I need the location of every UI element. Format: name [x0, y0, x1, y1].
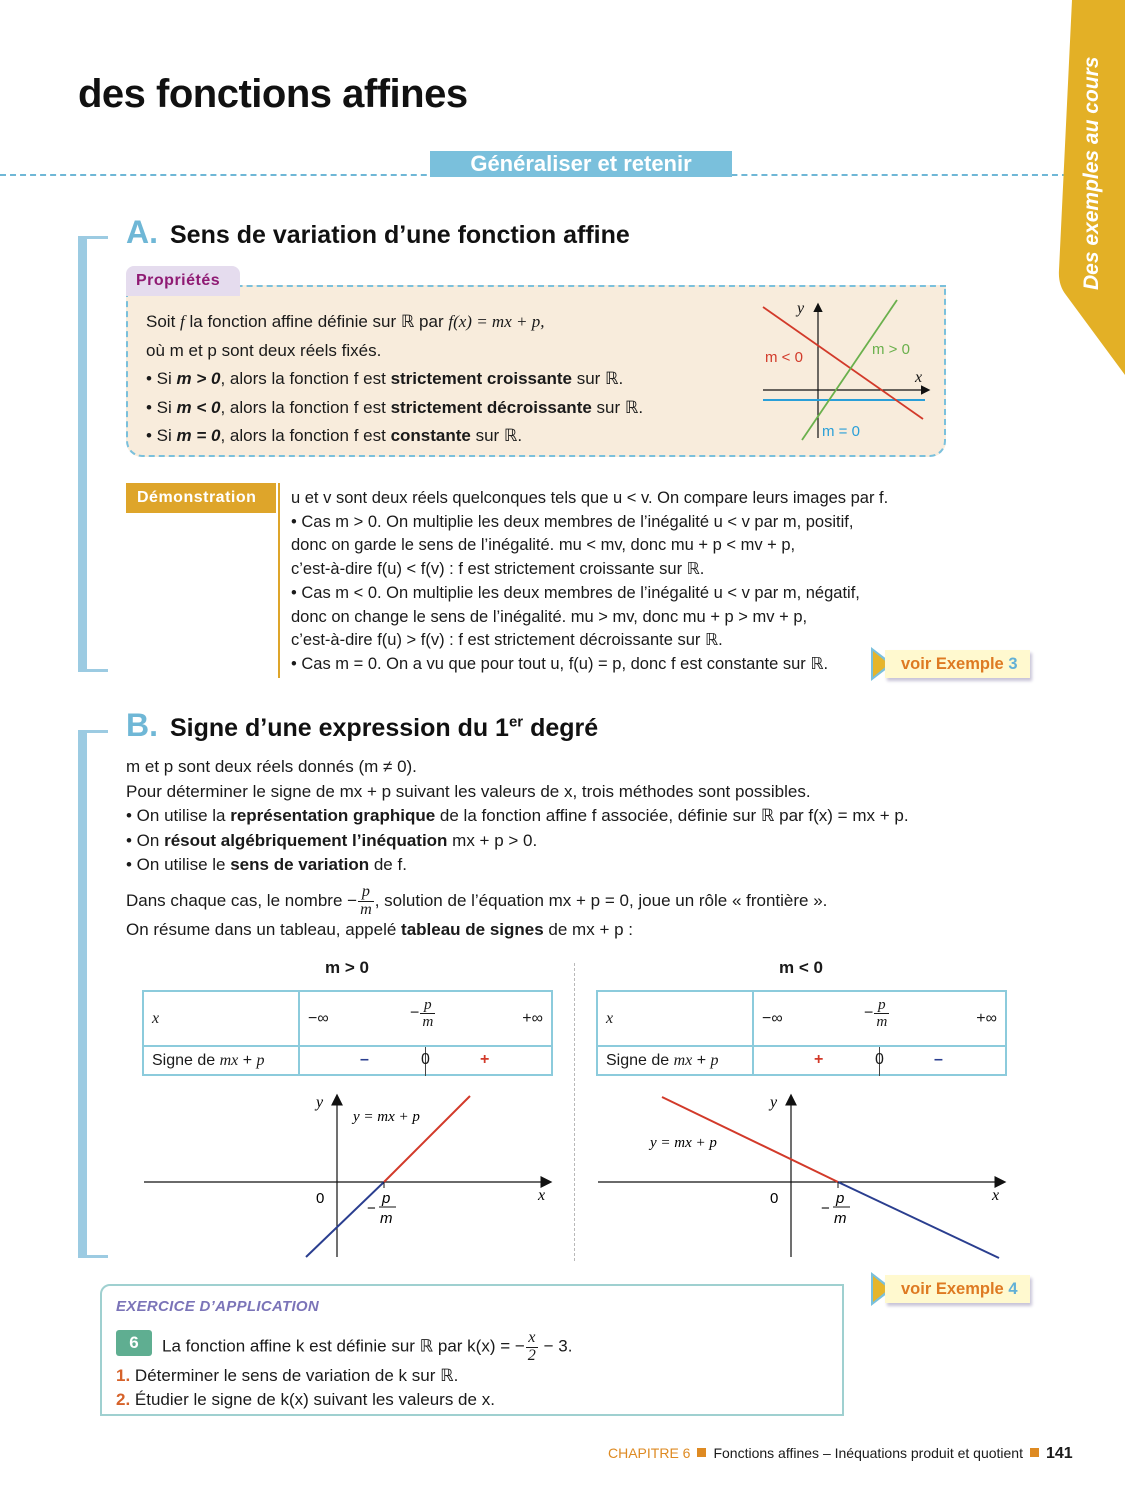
- b-line-frontier: Dans chaque cas, le nombre − $\frac{p}{m}$ , solution de l’équation mx + p = 0, joue un rôle « frontière ».: [126, 882, 828, 919]
- label-m-negative: m < 0: [765, 349, 803, 366]
- section-a-heading: [126, 214, 630, 251]
- footer-chapter-title: Fonctions affines – Inéquations produit et quotient: [713, 1445, 1023, 1461]
- svg-text:x: x: [992, 1187, 1000, 1204]
- exercise-statement: La fonction affine k est définie sur ℝ par k(x) = − $\frac{x}{2}$ − 3.: [162, 1329, 573, 1365]
- line-m-positive: [802, 300, 897, 440]
- properties-text: [146, 308, 643, 451]
- see-example-4-link[interactable]: voir Exemple 4: [871, 1272, 1031, 1306]
- properties-line-2: où m et p sont deux réels fixés.: [146, 340, 382, 360]
- row-sign-label: Signe de mx + p: [143, 1046, 299, 1075]
- exercise-text: [116, 1330, 572, 1412]
- properties-bullet-2: • Si m < 0, alors la fonction f est strictement décroissante sur ℝ.: [146, 397, 644, 417]
- side-tab-label[interactable]: Des exemples au cours: [1080, 56, 1103, 290]
- svg-text:y = mx + p: y = mx + p: [353, 1109, 420, 1125]
- b-line-summary: On résume dans un tableau, appelé tableau de signes de mx + p :: [126, 920, 633, 940]
- graph-decreasing: [594, 1090, 1014, 1260]
- graph-increasing: [140, 1090, 560, 1260]
- properties-bullet-3: • Si m = 0, alors la fonction f est constante sur ℝ.: [146, 426, 523, 445]
- b-line-1: m et p sont deux réels donnés (m ≠ 0).: [126, 757, 417, 776]
- sign-table-positive: x −∞ − $\frac{p}{m}$ +∞ Signe de mx + p – 0 +: [142, 990, 553, 1076]
- properties-tag: Propriétés: [126, 266, 240, 296]
- label-m-zero: m = 0: [822, 423, 860, 440]
- b-bullet-1: • On utilise la représentation graphique de la fonction affine f associée, définie sur ℝ par f(x) = mx + p.: [126, 806, 909, 825]
- page-footer: [608, 1445, 1073, 1463]
- demonstration-text: [291, 487, 888, 677]
- section-b-bracket: [78, 730, 108, 1258]
- exercise-question-2: 2. Étudier le signe de k(x) suivant les valeurs de x.: [116, 1390, 495, 1410]
- demo-line: donc on garde le sens de l’inégalité. mu < mv, donc mu + p < mv + p,: [291, 536, 796, 555]
- page-number: 141: [1045, 1445, 1073, 1462]
- variation-figure: [760, 295, 940, 445]
- row-sign-label: Signe de mx + p: [597, 1046, 753, 1075]
- see-example-3-link[interactable]: voir Exemple 3: [871, 647, 1031, 681]
- svg-text:0: 0: [770, 1190, 779, 1207]
- page-title: des fonctions affines: [78, 72, 468, 116]
- section-a-title: Sens de variation d’une fonction affine: [170, 221, 630, 249]
- svg-text:−: −: [367, 1200, 376, 1217]
- svg-text:−: −: [821, 1200, 830, 1217]
- svg-text:p: p: [836, 1190, 845, 1207]
- table-2-title: m < 0: [779, 958, 823, 977]
- demo-line: • Cas m > 0. On multiplie les deux membres de l’inégalité u < v par m, positif,: [291, 512, 854, 531]
- svg-text:y = mx + p: y = mx + p: [650, 1135, 717, 1151]
- table-1-title: m > 0: [325, 958, 369, 977]
- b-bullet-3: • On utilise le sens de variation de f.: [126, 855, 407, 874]
- footer-chapter: CHAPITRE 6: [608, 1445, 691, 1461]
- svg-text:m: m: [834, 1210, 847, 1227]
- section-a-bracket: [78, 236, 108, 672]
- exercise-title: EXERCICE D’APPLICATION: [116, 1298, 320, 1315]
- b-line-2: Pour déterminer le signe de mx + p suivant les valeurs de x, trois méthodes sont possibles.: [126, 781, 811, 801]
- svg-text:x: x: [538, 1187, 546, 1204]
- section-b-text: [126, 755, 909, 943]
- demo-line: c’est-à-dire f(u) < f(v) : f est strictement croissante sur ℝ.: [291, 560, 705, 579]
- demo-line: • Cas m = 0. On a vu que pour tout u, f(u) = p, donc f est constante sur ℝ.: [291, 654, 829, 673]
- svg-text:y: y: [770, 1094, 778, 1111]
- demo-line: donc on change le sens de l’inégalité. mu > mv, donc mu + p > mv + p,: [291, 607, 808, 626]
- section-a-letter: A.: [126, 214, 158, 250]
- demonstration-tag: Démonstration: [126, 483, 276, 513]
- footer-square-icon: [697, 1448, 706, 1457]
- demo-line: c’est-à-dire f(u) > f(v) : f est strictement décroissante sur ℝ.: [291, 631, 723, 650]
- section-b-heading: B. Signe d’une expression du 1er degré: [126, 707, 599, 743]
- section-b-letter: B.: [126, 707, 158, 743]
- exercise-question-1: 1. Déterminer le sens de variation de k sur ℝ.: [116, 1366, 459, 1386]
- svg-text:y: y: [316, 1094, 324, 1111]
- demo-line: u et v sont deux réels quelconques tels que u < v. On compare leurs images par f.: [291, 489, 889, 507]
- svg-text:p: p: [382, 1190, 391, 1207]
- svg-text:0: 0: [316, 1190, 325, 1207]
- b-bullet-2: • On résout algébriquement l’inéquation mx + p > 0.: [126, 830, 538, 850]
- row-x-label: x: [143, 991, 299, 1046]
- section-banner: Généraliser et retenir: [430, 151, 732, 177]
- demonstration-rule: [278, 483, 280, 678]
- properties-line-1: Soit f la fonction affine définie sur ℝ par f(x) = mx + p,: [146, 312, 545, 331]
- footer-square-icon: [1030, 1448, 1039, 1457]
- sign-table-negative: x −∞ − $\frac{p}{m}$ +∞ Signe de mx + p + 0 –: [596, 990, 1007, 1076]
- properties-bullet-1: • Si m > 0, alors la fonction f est strictement croissante sur ℝ.: [146, 369, 624, 388]
- exercise-number-badge[interactable]: 6: [116, 1330, 152, 1356]
- svg-text:m: m: [380, 1210, 393, 1227]
- demo-line: • Cas m < 0. On multiplie les deux membres de l’inégalité u < v par m, négatif,: [291, 583, 860, 602]
- row-x-label: x: [597, 991, 753, 1046]
- label-m-positive: m > 0: [872, 341, 910, 358]
- y-axis-label: y: [797, 300, 805, 317]
- negative-part: [838, 1182, 999, 1258]
- columns-divider: [574, 963, 575, 1261]
- x-axis-label: x: [915, 369, 923, 386]
